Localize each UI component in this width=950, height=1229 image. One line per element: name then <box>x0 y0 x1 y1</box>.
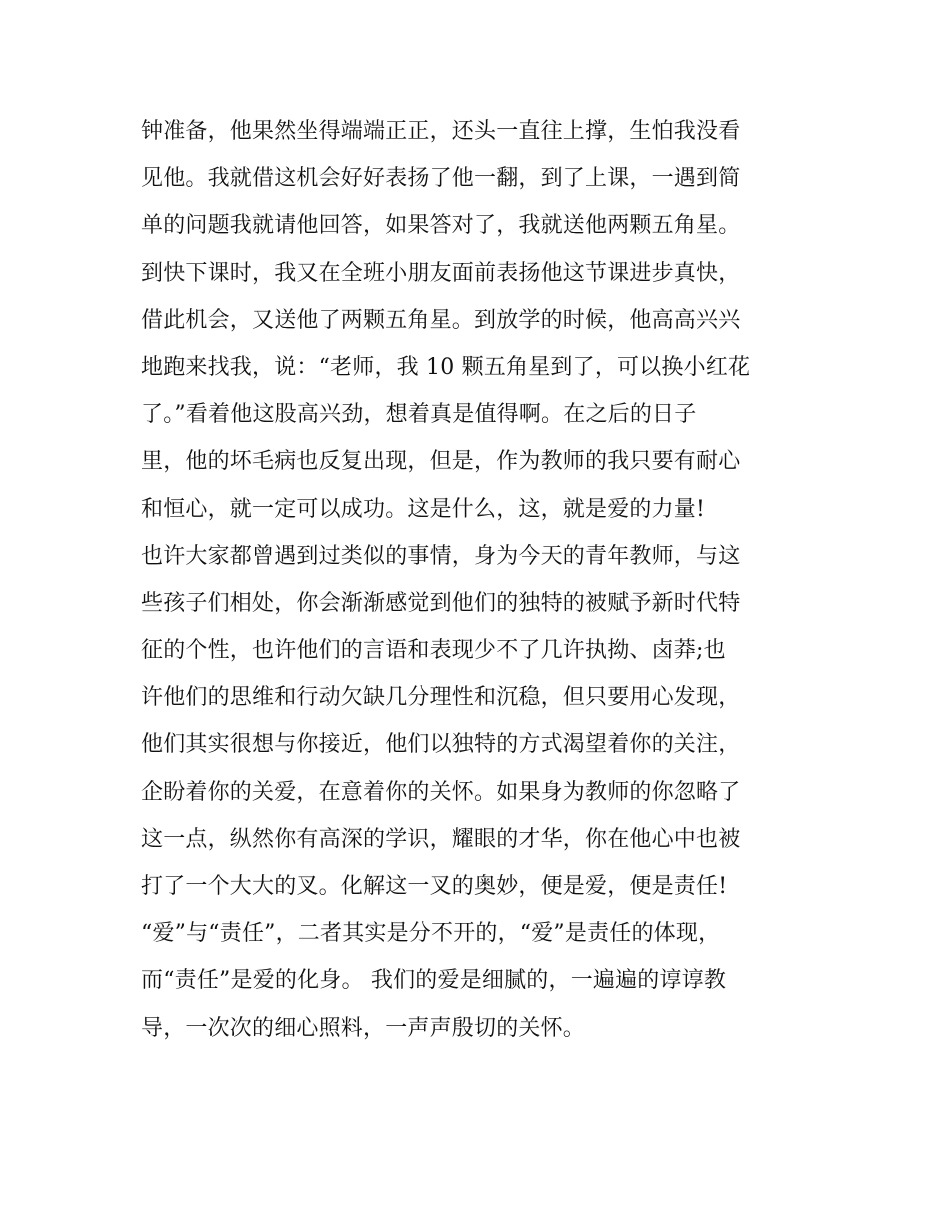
text-line: 钟准备，他果然坐得端端正正，还头一直往上撑，生怕我没看 <box>141 119 741 144</box>
text-line: 些孩子们相处，你会渐渐感觉到他们的独特的被赋予新时代特 <box>141 590 741 616</box>
text-line: “爱”与“责任”，二者其实是分不开的，“爱”是责任的体现， <box>141 921 721 947</box>
text-line: 而“责任”是爱的化身。 我们的爱是细腻的，一遍遍的谆谆教 <box>141 968 727 994</box>
text-line: 企盼着你的关爱，在意着你的关怀。如果身为教师的你忽略了 <box>141 779 741 805</box>
text-line: 单的问题我就请他回答，如果答对了，我就送他两颗五角星。 <box>141 213 741 239</box>
text-line: 地跑来找我，说：“老师，我 10 颗五角星到了，可以换小红花 <box>141 354 751 380</box>
text-line: 见他。我就借这机会好好表扬了他一翻，到了上课，一遇到简 <box>141 166 741 192</box>
text-line: 导，一次次的细心照料，一声声殷切的关怀。 <box>141 1015 586 1041</box>
text-line: 这一点，纵然你有高深的学识，耀眼的才华，你在他心中也被 <box>141 826 741 852</box>
text-line: 到快下课时，我又在全班小朋友面前表扬他这节课进步真快， <box>141 260 741 286</box>
text-line: 打了一个大大的叉。化解这一叉的奥妙，便是爱，便是责任! <box>141 874 728 899</box>
text-line: 他们其实很想与你接近，他们以独特的方式渴望着你的关注， <box>141 732 741 758</box>
text-line: 借此机会，又送他了两颗五角星。到放学的时候，他高高兴兴 <box>141 307 741 333</box>
text-line: 了。”看着他这股高兴劲，想着真是值得啊。在之后的日子 <box>141 402 697 428</box>
body-text <box>141 108 831 1052</box>
text-line: 和恒心，就一定可以成功。这是什么，这，就是爱的力量! <box>141 496 706 522</box>
text-line: 里，他的坏毛病也反复出现，但是，作为教师的我只要有耐心 <box>141 449 741 475</box>
text-line: 征的个性，也许他们的言语和表现少不了几许执拗、卤莽;也 <box>141 638 726 664</box>
text-line: 也许大家都曾遇到过类似的事情，身为今天的青年教师，与这 <box>141 543 741 569</box>
text-line: 许他们的思维和行动欠缺几分理性和沉稳，但只要用心发现， <box>141 685 741 711</box>
